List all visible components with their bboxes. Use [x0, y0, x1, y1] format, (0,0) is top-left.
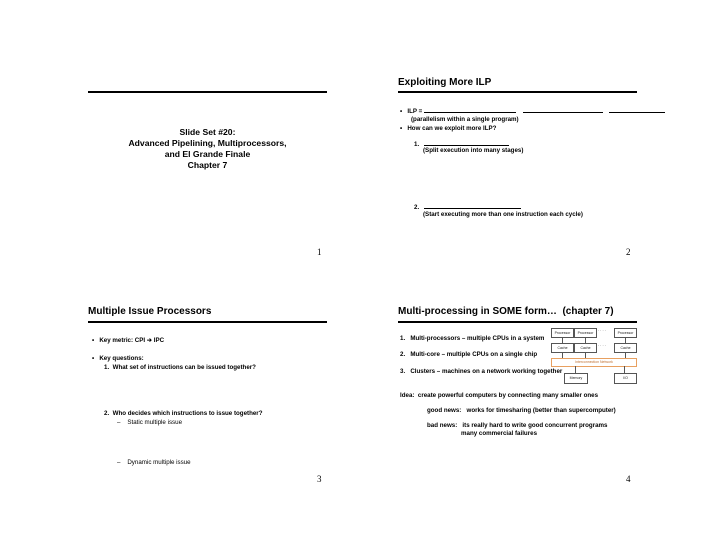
slide-4-title: Multi-processing in SOME form… (chapter 7): [398, 306, 614, 317]
slide-4-item-3: 3. Clusters – machines on a network working together: [400, 368, 563, 375]
bullet-dot: •: [92, 355, 95, 362]
blank-line: [424, 139, 509, 146]
slide-3-dash-1: [117, 419, 182, 426]
slide-2-bullet-1: [400, 106, 665, 115]
processor-box: Processor: [574, 328, 597, 338]
slide-2-page-number: 2: [626, 247, 631, 257]
slide-3-question-1: 1. What set of instructions can be issued together?: [104, 364, 256, 371]
slide-4-rule: [398, 321, 637, 323]
io-box: I/O: [614, 373, 637, 384]
key-questions-text: Key questions:: [99, 355, 144, 362]
slide-1-title-line-2: Advanced Pipelining, Multiprocessors,: [128, 138, 287, 148]
slide-2-item-1-sub: (Split execution into many stages): [423, 147, 524, 154]
blank-line: [424, 106, 516, 113]
cache-box: Cache: [574, 343, 597, 353]
slide-2-bullet-1-sub: (parallelism within a single program): [411, 116, 519, 123]
cache-box: Cache: [551, 343, 574, 353]
slide-4-bad-news-2: many commercial failures: [461, 430, 538, 437]
bullet-dot: •: [400, 125, 403, 132]
bullet-dot: •: [400, 108, 403, 115]
slide-3-question-2: 2. Who decides which instructions to issue together?: [104, 410, 263, 417]
processor-box: Processor: [551, 328, 574, 338]
slide-3-title: Multiple Issue Processors: [88, 306, 212, 317]
slide-2-rule: [398, 91, 637, 93]
key-metric-text: Key metric: CPI: [99, 337, 146, 344]
slide-1-title-line-4: Chapter 7: [187, 160, 228, 170]
slide-2-bullet-2: [400, 125, 496, 132]
ellipsis: . . . .: [598, 327, 606, 332]
cache-box: Cache: [614, 343, 637, 353]
slide-4-good-news: good news: works for timesharing (better than supercomputer): [427, 407, 616, 414]
slide-3-page-number: 3: [317, 474, 322, 484]
slide-1-page-number: 1: [317, 247, 322, 257]
interconnection-network-label: Interconnection Network: [575, 360, 613, 364]
dash: –: [117, 419, 121, 426]
connector: [575, 366, 576, 373]
slide-4-bad-news: bad news: its really hard to write good concurrent programs: [427, 422, 608, 429]
ellipsis: . . . .: [598, 342, 606, 347]
processor-box: Processor: [614, 328, 637, 338]
slide-4-item-2: 2. Multi-core – multiple CPUs on a single chip: [400, 351, 538, 358]
slide-3-bullet-1: [92, 337, 164, 344]
slide-2-item-2: [414, 202, 521, 211]
blank-line: [424, 202, 521, 209]
slide-2-bullet-2-text: How can we exploit more ILP?: [407, 125, 497, 132]
bullet-dot: •: [92, 337, 95, 344]
ilp-label: ILP =: [407, 108, 423, 115]
connector: [624, 366, 625, 373]
arrow-right-icon: ➔: [146, 337, 153, 344]
static-issue-text: Static multiple issue: [127, 419, 183, 426]
item-number: 2.: [414, 204, 420, 211]
slide-1-title: [88, 127, 327, 171]
slide-1-rule: [88, 91, 327, 93]
item-number: 1.: [414, 141, 420, 148]
slide-3-bullet-2: [92, 355, 144, 362]
dash: –: [117, 459, 121, 466]
slide-1-title-line-1: Slide Set #20:: [179, 127, 236, 137]
memory-box: Memory: [564, 373, 588, 384]
slide-1-title-line-3: and El Grande Finale: [164, 149, 251, 159]
ipc-text: IPC: [153, 337, 165, 344]
slide-2-item-2-sub: (Start executing more than one instruction each cycle): [423, 211, 583, 218]
slide-4-item-1: 1. Multi-processors – multiple CPUs in a system: [400, 335, 545, 342]
slide-3-rule: [88, 321, 327, 323]
slide-3-dash-2: [117, 459, 191, 466]
slide-2-title: Exploiting More ILP: [398, 77, 492, 88]
slide-4-idea: Idea: create powerful computers by connecting many smaller ones: [400, 392, 599, 399]
blank-line: [523, 106, 603, 113]
slide-4-page-number: 4: [626, 474, 631, 484]
dynamic-issue-text: Dynamic multiple issue: [127, 459, 191, 466]
blank-line: [609, 106, 665, 113]
